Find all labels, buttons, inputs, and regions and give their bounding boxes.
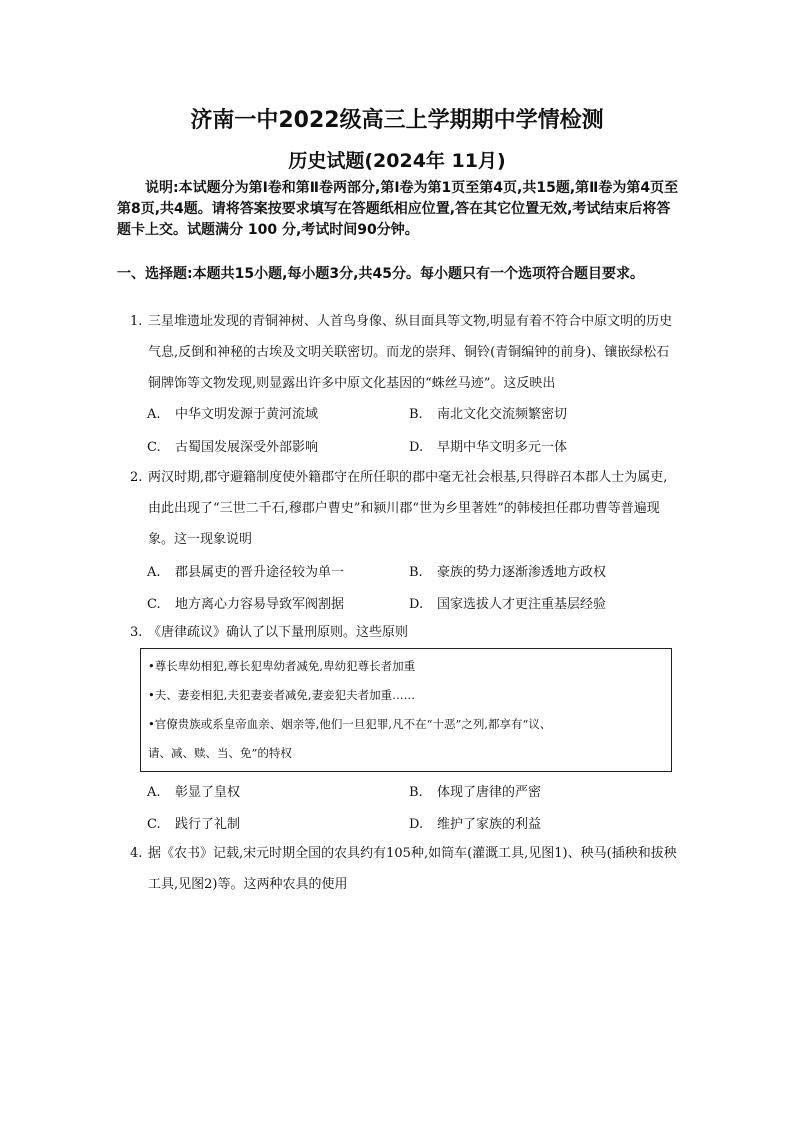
instructions (117, 178, 682, 241)
question-number: 3. (130, 625, 143, 640)
option-b[interactable]: B. 南北文化交流频繁密切 (409, 407, 568, 422)
option-b[interactable]: B. 体现了唐律的严密 (409, 785, 542, 800)
exam-subtitle: 历史试题(2024年 11月) (288, 150, 506, 172)
question-4 (130, 838, 678, 900)
option-a[interactable]: A. 郡县属吏的晋升途径较为单一 (147, 565, 345, 580)
option-d[interactable]: D. 国家选拔人才更注重基层经验 (409, 597, 607, 612)
question-3 (130, 617, 678, 648)
option-b[interactable]: B. 豪族的势力逐渐渗透地方政权 (409, 565, 607, 580)
question-stem: 据《农书》记载,宋元时期全国的农具约有105种,如筒车(灌溉工具,见图1)、秧马(插秧和拔秧工具,见图2)等。这两种农具的使用 (148, 846, 677, 892)
question-number: 4. (130, 846, 143, 861)
quote-line: 请、减、赎、当、免”的特权 (148, 746, 292, 760)
quote-line: •尊长卑幼相犯,尊长犯卑幼者减免,卑幼犯尊长者加重 (148, 659, 416, 673)
question-number: 1. (130, 314, 143, 329)
option-c[interactable]: C. 地方离心力容易导致军阀割据 (147, 597, 345, 612)
instructions-text: 说明:本试题分为第Ⅰ卷和第Ⅱ卷两部分,第Ⅰ卷为第1页至第4页,共15题,第Ⅱ卷为第4页至第8页,共4题。请将答案按要求填写在答题纸相应位置,答在其它位置无效,考试结束后将答题卡上交。试题满分 100 分,考试时间90分钟。 (117, 180, 679, 238)
option-a[interactable]: A. 中华文明发源于黄河流域 (147, 407, 319, 422)
option-a[interactable]: A. 彰显了皇权 (147, 785, 241, 800)
option-d[interactable]: D. 维护了家族的利益 (409, 817, 542, 832)
quote-box (140, 648, 672, 772)
question-stem: 《唐律疏议》确认了以下量刑原则。这些原则 (148, 625, 409, 640)
option-c[interactable]: C. 践行了礼制 (147, 817, 241, 832)
exam-title: 济南一中2022级高三上学期期中学情检测 (190, 108, 604, 133)
section-heading: 一、选择题:本题共15小题,每小题3分,共45分。每小题只有一个选项符合题目要求。 (117, 266, 644, 282)
question-1 (130, 306, 678, 399)
question-2 (130, 462, 678, 555)
question-stem: 三星堆遗址发现的青铜神树、人首鸟身像、纵目面具等文物,明显有着不符合中原文明的历史气息,反倒和神秘的古埃及文明关联密切。而龙的崇拜、铜铃(青铜编钟的前身)、镶嵌绿松石铜牌饰等文物发现,则显露出许多中原文化基因的“蛛丝马迹”。这反映出 (148, 314, 673, 391)
question-number: 2. (130, 470, 143, 485)
quote-line: •官僚贵族或系皇帝血亲、姻亲等,他们一旦犯罪,凡不在“十恶”之列,都享有“议、 (148, 717, 552, 731)
quote-line: •夫、妻妾相犯,夫犯妻妾者减免,妻妾犯夫者加重…… (148, 688, 416, 702)
option-d[interactable]: D. 早期中华文明多元一体 (409, 440, 568, 455)
option-c[interactable]: C. 古蜀国发展深受外部影响 (147, 440, 319, 455)
question-stem: 两汉时期,郡守避籍制度使外籍郡守在所任职的郡中毫无社会根基,只得辟召本郡人士为属吏,由此出现了“三世二千石,穆郡户曹史”和颍川郡“世为乡里著姓”的韩棱担任郡功曹等普遍现象。这一现象说明 (148, 470, 668, 547)
